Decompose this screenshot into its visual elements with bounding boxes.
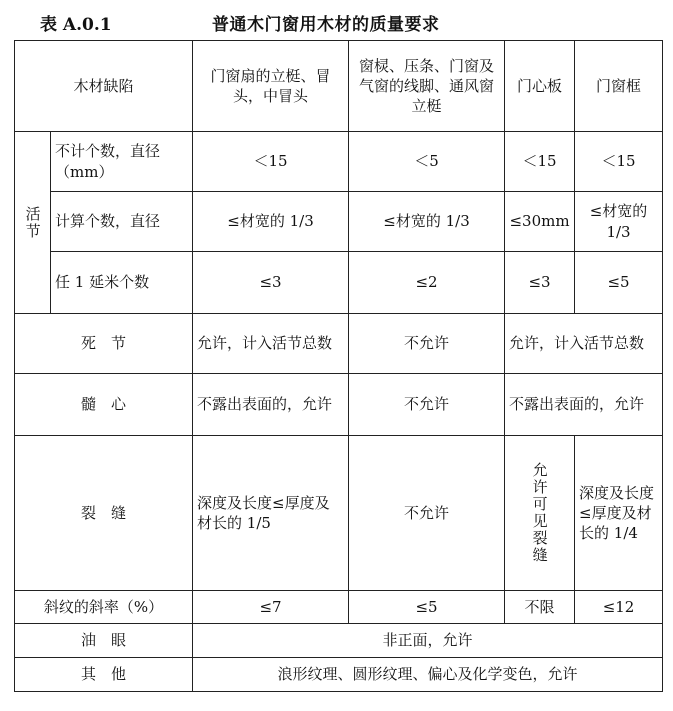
live-knot-label-cell (15, 132, 51, 314)
oil-row (15, 624, 663, 658)
dead-knot-v1: 允许，计入活节总数 (193, 314, 349, 374)
pith-v1: 不露出表面的，允许 (193, 374, 349, 436)
live-knot-2-v4: ≤材宽的 1/3 (575, 192, 663, 252)
crack-v4: 深度及长度≤厚度及材长的 1/4 (575, 436, 663, 591)
pith-name: 髓 心 (15, 374, 193, 436)
slope-name: 斜纹的斜率（%） (15, 591, 193, 624)
live-knot-3-v1: ≤3 (193, 252, 349, 314)
dead-knot-row (15, 314, 663, 374)
pith-v34: 不露出表面的，允许 (505, 374, 663, 436)
slope-v4: ≤12 (575, 591, 663, 624)
slope-v1: ≤7 (193, 591, 349, 624)
crack-row (15, 436, 663, 591)
live-knot-2-v1: ≤材宽的 1/3 (193, 192, 349, 252)
live-knot-name-3: 任 1 延米个数 (51, 252, 193, 314)
table-title: 普通木门窗用木材的质量要求 (212, 15, 440, 35)
dead-knot-v34: 允许，计入活节总数 (505, 314, 663, 374)
crack-v1: 深度及长度≤厚度及材长的 1/5 (193, 436, 349, 591)
live-knot-2-v3: ≤30mm (505, 192, 575, 252)
other-row (15, 658, 663, 692)
table-number: 表 A.0.1 (40, 15, 112, 35)
slope-v3: 不限 (505, 591, 575, 624)
header-sash-stile: 门窗扇的立梃、冒头，中冒头 (193, 41, 349, 132)
live-knot-2-v2: ≤材宽的 1/3 (349, 192, 505, 252)
crack-v2: 不允许 (349, 436, 505, 591)
header-frame: 门窗框 (575, 41, 663, 132)
crack-v3: 允许可见裂缝 (530, 462, 549, 564)
header-defect: 木材缺陷 (15, 41, 193, 132)
pith-v2: 不允许 (349, 374, 505, 436)
pith-row (15, 374, 663, 436)
oil-name: 油 眼 (15, 624, 193, 658)
crack-name: 裂 缝 (15, 436, 193, 591)
live-knot-label: 活节 (23, 205, 42, 240)
other-v: 浪形纹理、圆形纹理、偏心及化学变色，允许 (193, 658, 663, 692)
slope-v2: ≤5 (349, 591, 505, 624)
live-knot-3-v4: ≤5 (575, 252, 663, 314)
live-knot-1-v4: ＜15 (575, 132, 663, 192)
live-knot-row-3 (15, 252, 663, 314)
live-knot-1-v3: ＜15 (505, 132, 575, 192)
dead-knot-name: 死 节 (15, 314, 193, 374)
oil-v: 非正面，允许 (193, 624, 663, 658)
quality-table (14, 40, 663, 692)
crack-v3-cell (505, 436, 575, 591)
dead-knot-v2: 不允许 (349, 314, 505, 374)
live-knot-3-v3: ≤3 (505, 252, 575, 314)
other-name: 其 他 (15, 658, 193, 692)
live-knot-row-2 (15, 192, 663, 252)
slope-row (15, 591, 663, 624)
live-knot-name-2: 计算个数，直径 (51, 192, 193, 252)
header-door-panel: 门心板 (505, 41, 575, 132)
live-knot-name-1: 不计个数，直径（mm） (51, 132, 193, 192)
live-knot-row-1 (15, 132, 663, 192)
live-knot-1-v1: ＜15 (193, 132, 349, 192)
live-knot-3-v2: ≤2 (349, 252, 505, 314)
header-window-bar: 窗棂、压条、门窗及气窗的线脚、通风窗立梃 (349, 41, 505, 132)
live-knot-1-v2: ＜5 (349, 132, 505, 192)
header-row (15, 41, 663, 132)
title-row (0, 0, 673, 38)
